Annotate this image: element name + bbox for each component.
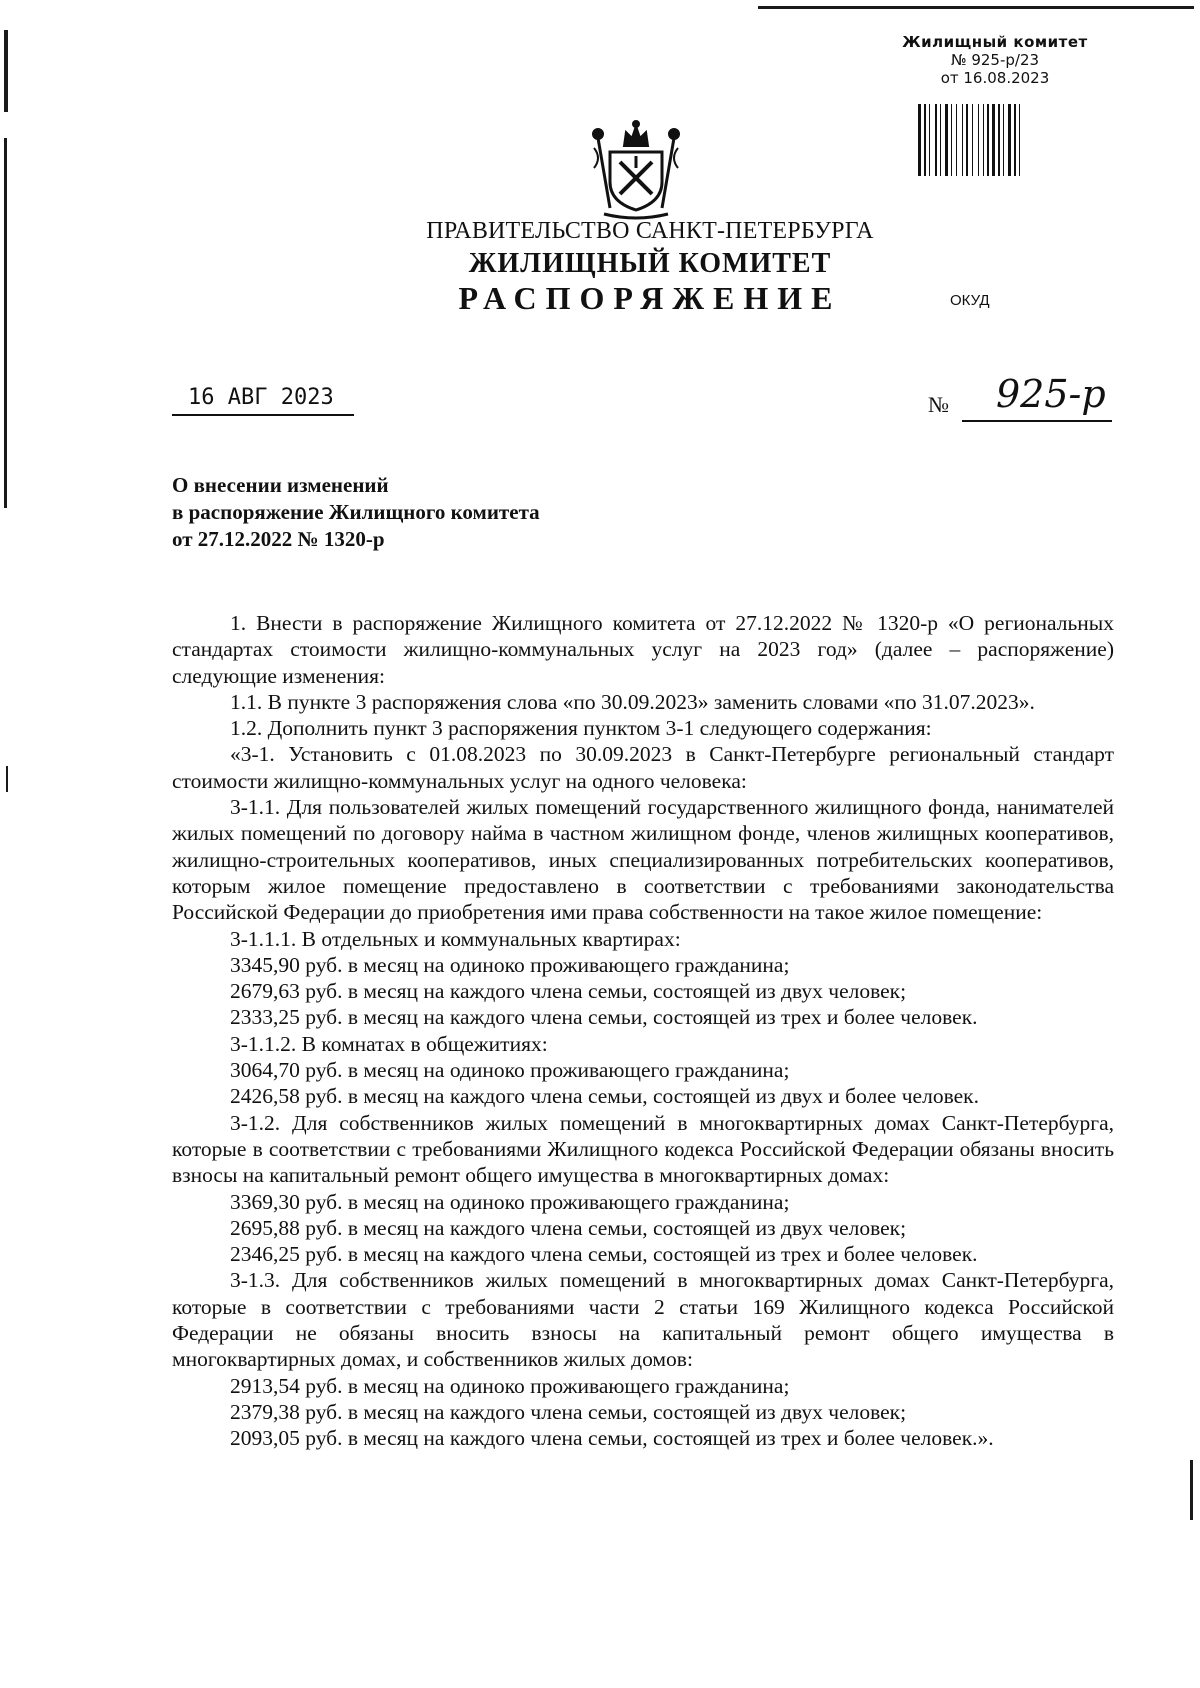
- barcode-bar: [929, 104, 930, 176]
- paragraph-item-1-2: 1.2. Дополнить пункт 3 распоряжения пунктом 3-1 следующего содержания:: [230, 716, 932, 741]
- rate-line: 2913,54 руб. в месяц на одиноко проживающего гражданина;: [230, 1373, 790, 1398]
- barcode-bar: [1019, 104, 1020, 176]
- barcode-bar: [1014, 104, 1016, 176]
- scan-margin-line-1: [4, 30, 8, 112]
- document-date: 16 АВГ 2023: [188, 385, 334, 410]
- barcode: [918, 104, 1058, 176]
- document-type-title: РАСПОРЯЖЕНИЕ: [458, 280, 842, 316]
- rate-line: 2426,58 руб. в месяц на каждого члена семьи, состоящей из двух и более человек.: [230, 1084, 979, 1109]
- committee-title: ЖИЛИЩНЫЙ КОМИТЕТ: [468, 248, 832, 279]
- barcode-bar: [935, 104, 937, 176]
- barcode-bar: [972, 104, 973, 176]
- barcode-bar: [956, 104, 957, 176]
- barcode-bar: [1008, 104, 1011, 176]
- paragraph-item-3-1-1: 3-1.1. Для пользователей жилых помещений государственного жилищного фонда, нанимателей жилых помещений по договору найма в частном жилищном фонде, членов жилищных кооперативов, жилищно-строительных кооперативов, иных специализированных потребительских кооперативов, которым жилое помещение предоставлено в соответствии с требованиями законодательства Российской Федерации до приобретения ими права собственности на такое жилое помещение:: [172, 795, 1114, 925]
- government-title: ПРАВИТЕЛЬСТВО САНКТ-ПЕТЕРБУРГА: [426, 218, 874, 244]
- paragraph-item-1-1: 1.1. В пункте 3 распоряжения слова «по 30.09.2023» заменить словами «по 31.07.2023».: [230, 689, 1035, 714]
- document-subject: [172, 472, 540, 553]
- barcode-bar: [940, 104, 941, 176]
- document-body: [172, 610, 1114, 1452]
- paragraph-item-3-1-1-2: 3-1.1.2. В комнатах в общежитиях:: [230, 1031, 548, 1056]
- rate-line: 3064,70 руб. в месяц на одиноко проживающего гражданина;: [230, 1058, 790, 1083]
- barcode-bar: [951, 104, 952, 176]
- rate-line: 3369,30 руб. в месяц на одиноко проживающего гражданина;: [230, 1189, 790, 1214]
- stamp-committee: Жилищный комитет: [902, 33, 1088, 51]
- subject-line: от 27.12.2022 № 1320-р: [172, 527, 385, 551]
- rate-line: 2333,25 руб. в месяц на каждого члена семьи, состоящей из трех и более человек.: [230, 1005, 978, 1030]
- subject-line: в распоряжение Жилищного комитета: [172, 500, 540, 524]
- rate-line: 2379,38 руб. в месяц на каждого члена семьи, состоящей из двух человек;: [230, 1399, 907, 1424]
- paragraph-item-1: 1. Внести в распоряжение Жилищного комитета от 27.12.2022 № 1320-р «О региональных стандартах стоимости жилищно-коммунальных услуг на 2023 год» (далее – распоряжение) следующие изменения:: [172, 611, 1114, 688]
- paragraph-item-3-1-2: 3-1.2. Для собственников жилых помещений в многоквартирных домах Санкт-Петербурга, которые в соответствии с требованиями Жилищного кодекса Российской Федерации обязаны вносить взносы на капитальный ремонт общего имущества в многоквартирных домах:: [172, 1110, 1114, 1188]
- okud-label: ОКУД: [950, 292, 990, 309]
- paragraph-item-3-1: «3-1. Установить с 01.08.2023 по 30.09.2023 в Санкт-Петербурге региональный стандарт стоимости жилищно-коммунальных услуг на одного человека:: [172, 742, 1114, 793]
- barcode-bar: [918, 104, 921, 176]
- subject-line: О внесении изменений: [172, 473, 389, 497]
- number-sign: №: [928, 392, 949, 417]
- number-underline: [962, 420, 1112, 422]
- barcode-bar: [978, 104, 979, 176]
- barcode-bar: [1003, 104, 1004, 176]
- scan-margin-line-right: [1190, 1460, 1193, 1520]
- barcode-bar: [924, 104, 926, 176]
- barcode-bar: [992, 104, 995, 176]
- rate-line: 2346,25 руб. в месяц на каждого члена семьи, состоящей из трех и более человек.: [230, 1242, 978, 1267]
- coat-of-arms-emblem: [590, 118, 682, 220]
- handwritten-number: 925-р: [996, 372, 1106, 416]
- paragraph-item-3-1-1-1: 3-1.1.1. В отдельных и коммунальных квартирах:: [230, 926, 681, 951]
- barcode-bar: [998, 104, 1000, 176]
- barcode-bar: [966, 104, 968, 176]
- scan-margin-line-2: [4, 138, 7, 508]
- stamp-date: от 16.08.2023: [940, 69, 1050, 87]
- rate-line: 3345,90 руб. в месяц на одиноко проживающего гражданина;: [230, 952, 790, 977]
- barcode-bar: [945, 104, 948, 176]
- rate-line: 2695,88 руб. в месяц на каждого члена семьи, состоящей из двух человек;: [230, 1215, 907, 1240]
- paragraph-item-3-1-3: 3-1.3. Для собственников жилых помещений в многоквартирных домах Санкт-Петербурга, которые в соответствии с требованиями части 2 статьи 169 Жилищного кодекса Российской Федерации не обязаны вносить взносы на капитальный ремонт общего имущества в многоквартирных домах, и собственников жилых домов:: [172, 1268, 1114, 1372]
- registration-stamp: [895, 33, 1095, 87]
- scan-margin-line-3: [6, 766, 8, 792]
- scan-border-top: [758, 6, 1194, 9]
- rate-line: 2679,63 руб. в месяц на каждого члена семьи, состоящей из двух человек;: [230, 979, 907, 1004]
- date-underline: [172, 414, 354, 416]
- barcode-bar: [987, 104, 989, 176]
- barcode-bar: [962, 104, 963, 176]
- rate-line: 2093,05 руб. в месяц на каждого члена семьи, состоящей из трех и более человек.».: [230, 1426, 994, 1451]
- stamp-number: № 925-р/23: [950, 51, 1040, 69]
- barcode-bar: [983, 104, 984, 176]
